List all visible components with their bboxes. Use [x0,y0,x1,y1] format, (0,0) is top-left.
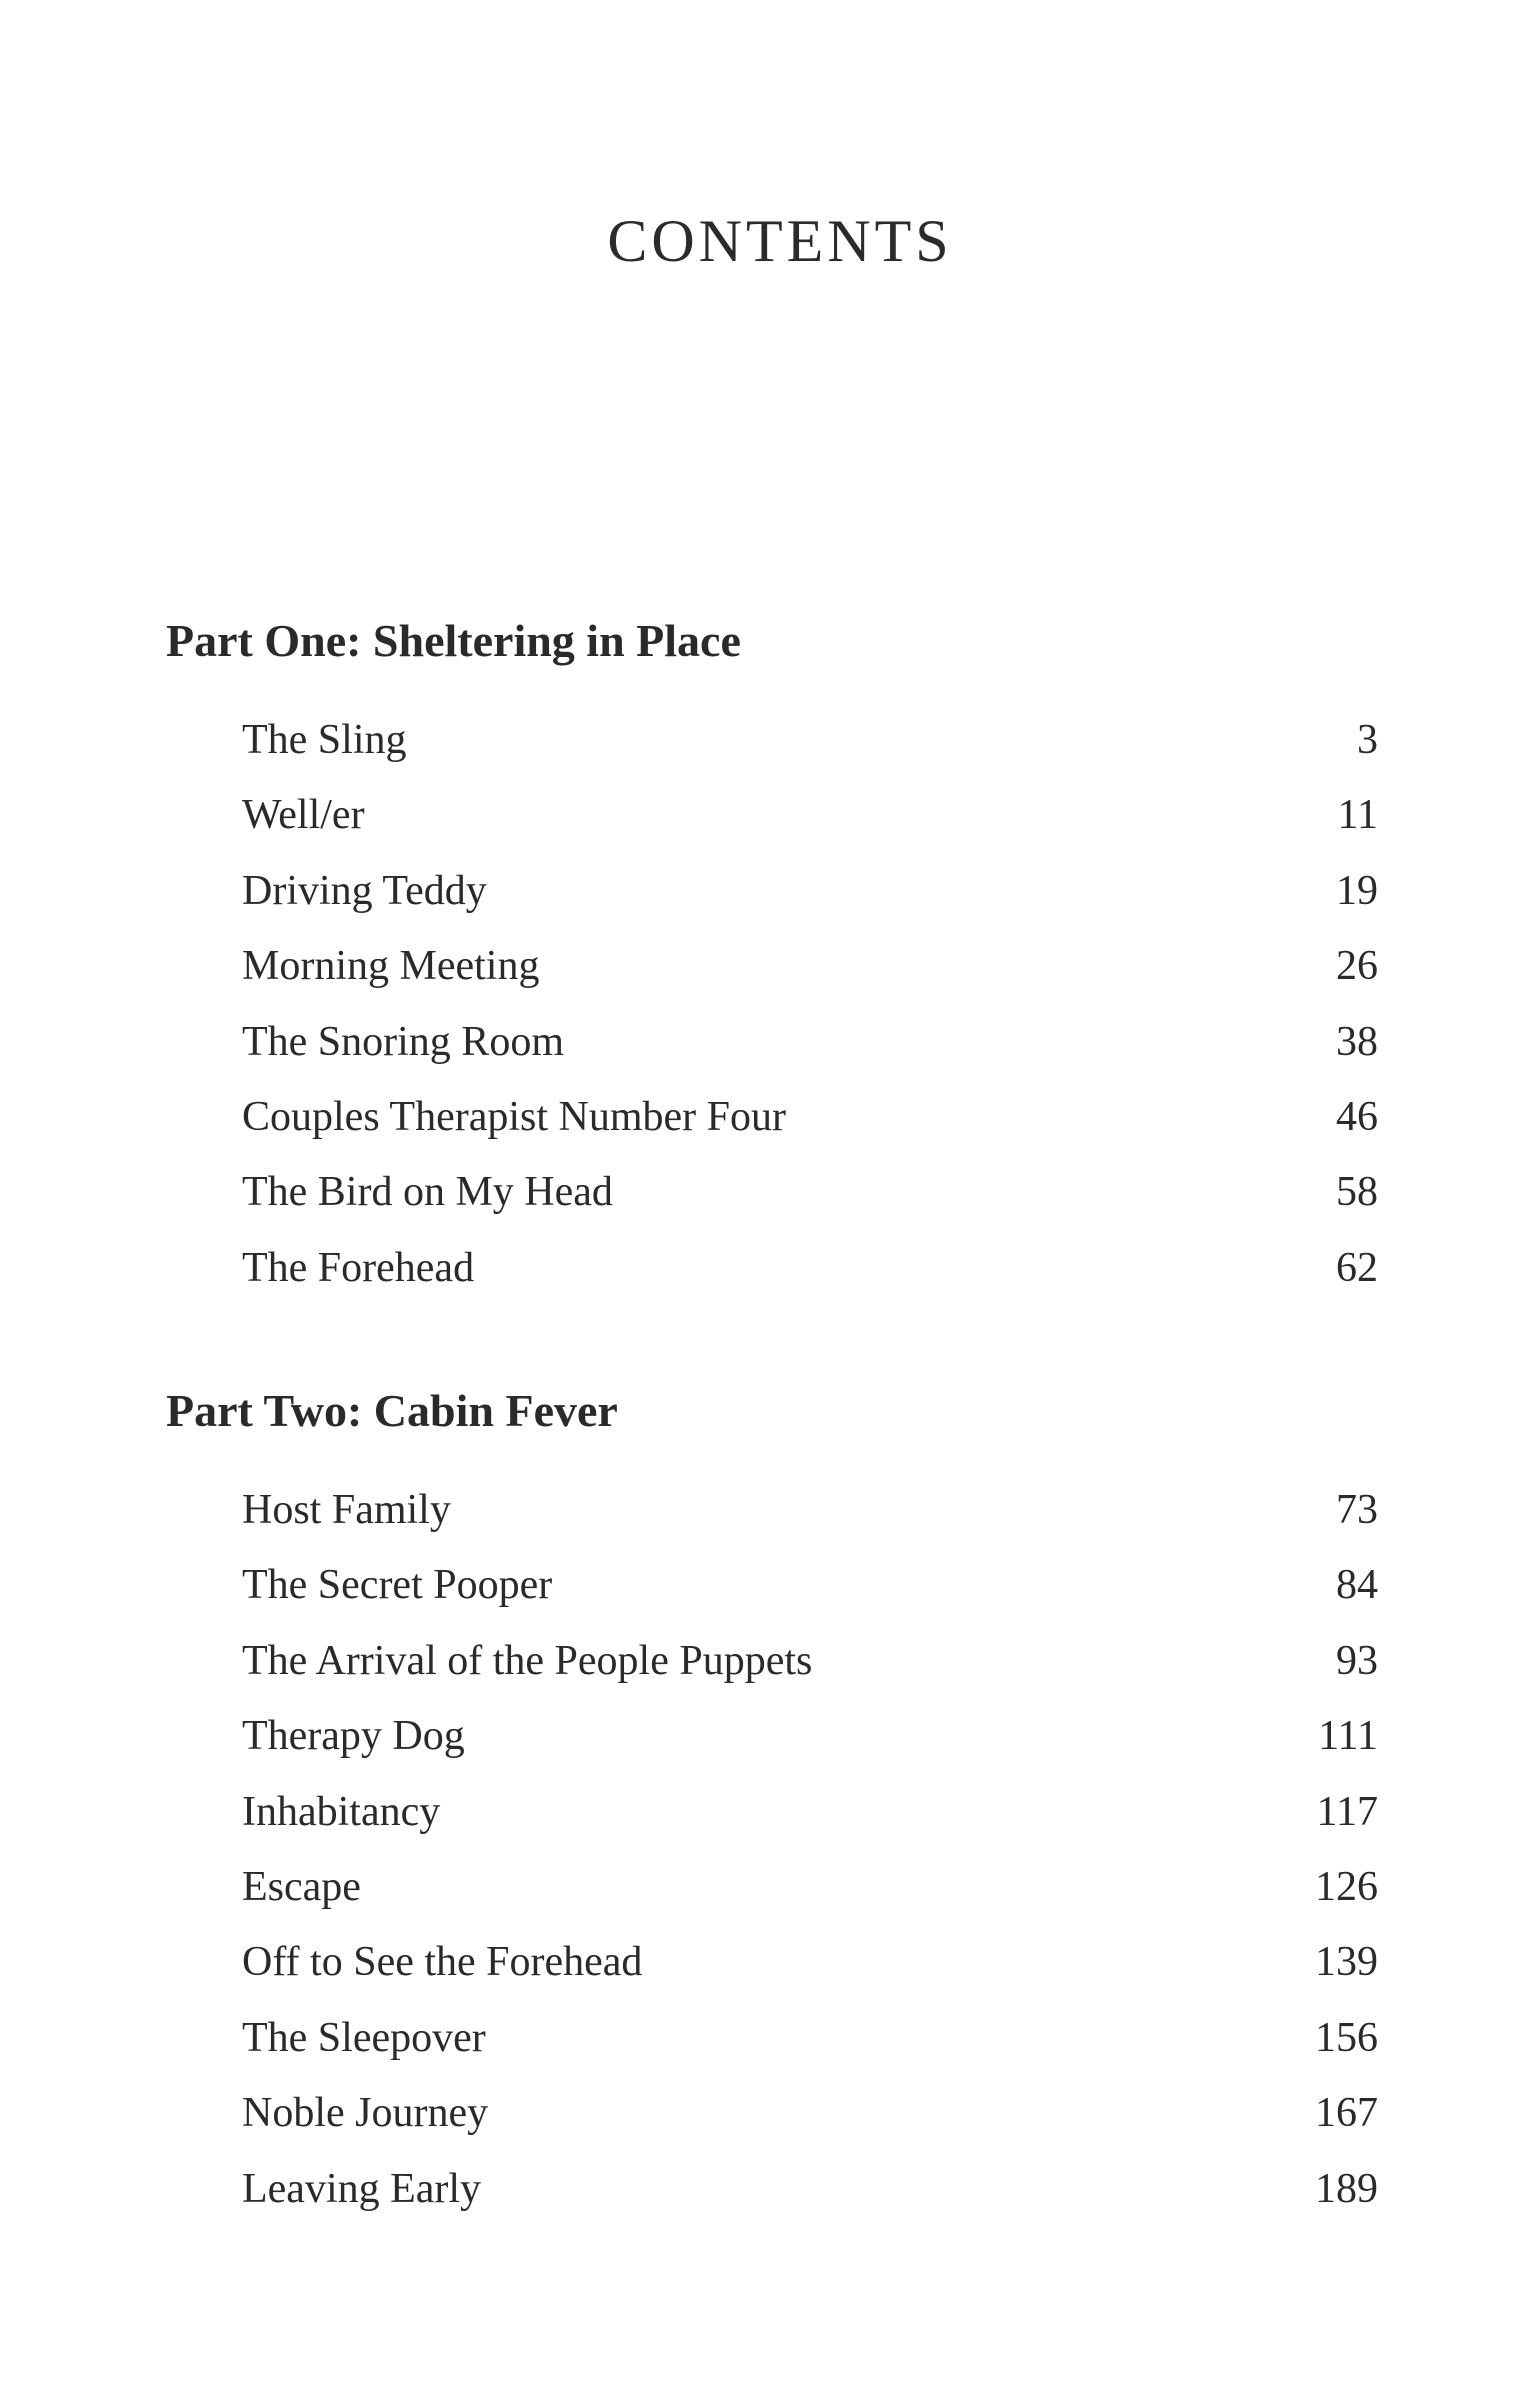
toc-entry-page-number: 156 [1315,2014,1378,2061]
toc-entry-page-number: 84 [1336,1562,1378,1609]
toc-entry-page-number: 73 [1336,1487,1378,1533]
toc-entry-page-number: 58 [1336,1169,1378,1216]
toc-entry-title: Host Family [242,1487,451,1533]
toc-entry-title: Morning Meeting [242,943,540,990]
toc-entry-title: The Bird on My Head [242,1169,613,1216]
toc-entry [0,710,1530,785]
toc-entry [0,1012,1530,1087]
toc-entry [0,1631,1530,1706]
toc-entry [0,1932,1530,2007]
toc-entry-page-number: 19 [1336,867,1378,914]
toc-entry [0,936,1530,1011]
toc-entry-page-number: 62 [1336,1244,1378,1291]
toc-entry [0,2008,1530,2083]
toc-entry-title: Inhabitancy [242,1788,441,1835]
toc-entry [0,2159,1530,2234]
part-two-section [0,1378,1530,2234]
toc-entry-title: The Forehead [242,1244,475,1291]
toc-entry-title: Therapy Dog [242,1713,465,1760]
toc-entry-title: Couples Therapist Number Four [242,1093,786,1140]
toc-entry [0,1238,1530,1313]
toc-entry-page-number: 126 [1315,1863,1378,1910]
toc-entry [0,1480,1530,1555]
part-two-entry-list [0,1480,1530,2234]
toc-entry [0,1087,1530,1162]
toc-entry-title: Off to See the Forehead [242,1939,643,1986]
toc-entry-title: The Sleepover [242,2014,486,2061]
toc-entry-page-number: 46 [1336,1093,1378,1140]
toc-entry-title: The Snoring Room [242,1018,564,1065]
toc-entry-page-number: 11 [1337,792,1378,839]
toc-entry [0,1162,1530,1237]
toc-entry-page-number: 93 [1336,1637,1378,1684]
toc-entry [0,1706,1530,1781]
toc-entry-page-number: 167 [1315,2090,1378,2137]
toc-entry-page-number: 189 [1315,2165,1378,2212]
toc-entry [0,1782,1530,1857]
toc-entry-title: Leaving Early [242,2165,482,2212]
toc-entry-page-number: 139 [1315,1939,1378,1986]
part-one-section [0,608,1530,1313]
toc-entry-page-number: 26 [1336,943,1378,990]
toc-entry [0,861,1530,936]
toc-entry [0,1555,1530,1630]
toc-entry-title: Driving Teddy [242,867,487,914]
toc-entry [0,785,1530,860]
toc-entry-page-number: 111 [1318,1713,1378,1760]
toc-entry-title: Noble Journey [242,2090,489,2137]
part-two-heading: Part Two: Cabin Fever [166,1385,618,1436]
toc-entry-title: Escape [242,1863,361,1910]
toc-entry-title: The Arrival of the People Puppets [242,1637,813,1684]
part-one-heading: Part One: Sheltering in Place [166,615,741,666]
part-one-entry-list [0,710,1530,1313]
toc-entry [0,2083,1530,2158]
toc-entry-title: Well/er [242,792,365,839]
toc-entry-title: The Sling [242,717,407,763]
toc-entry-title: The Secret Pooper [242,1562,553,1609]
toc-entry-page-number: 3 [1357,717,1378,763]
toc-entry-page-number: 117 [1316,1788,1378,1835]
page-title: CONTENTS [607,208,953,274]
toc-entry [0,1857,1530,1932]
toc-entry-page-number: 38 [1336,1018,1378,1065]
